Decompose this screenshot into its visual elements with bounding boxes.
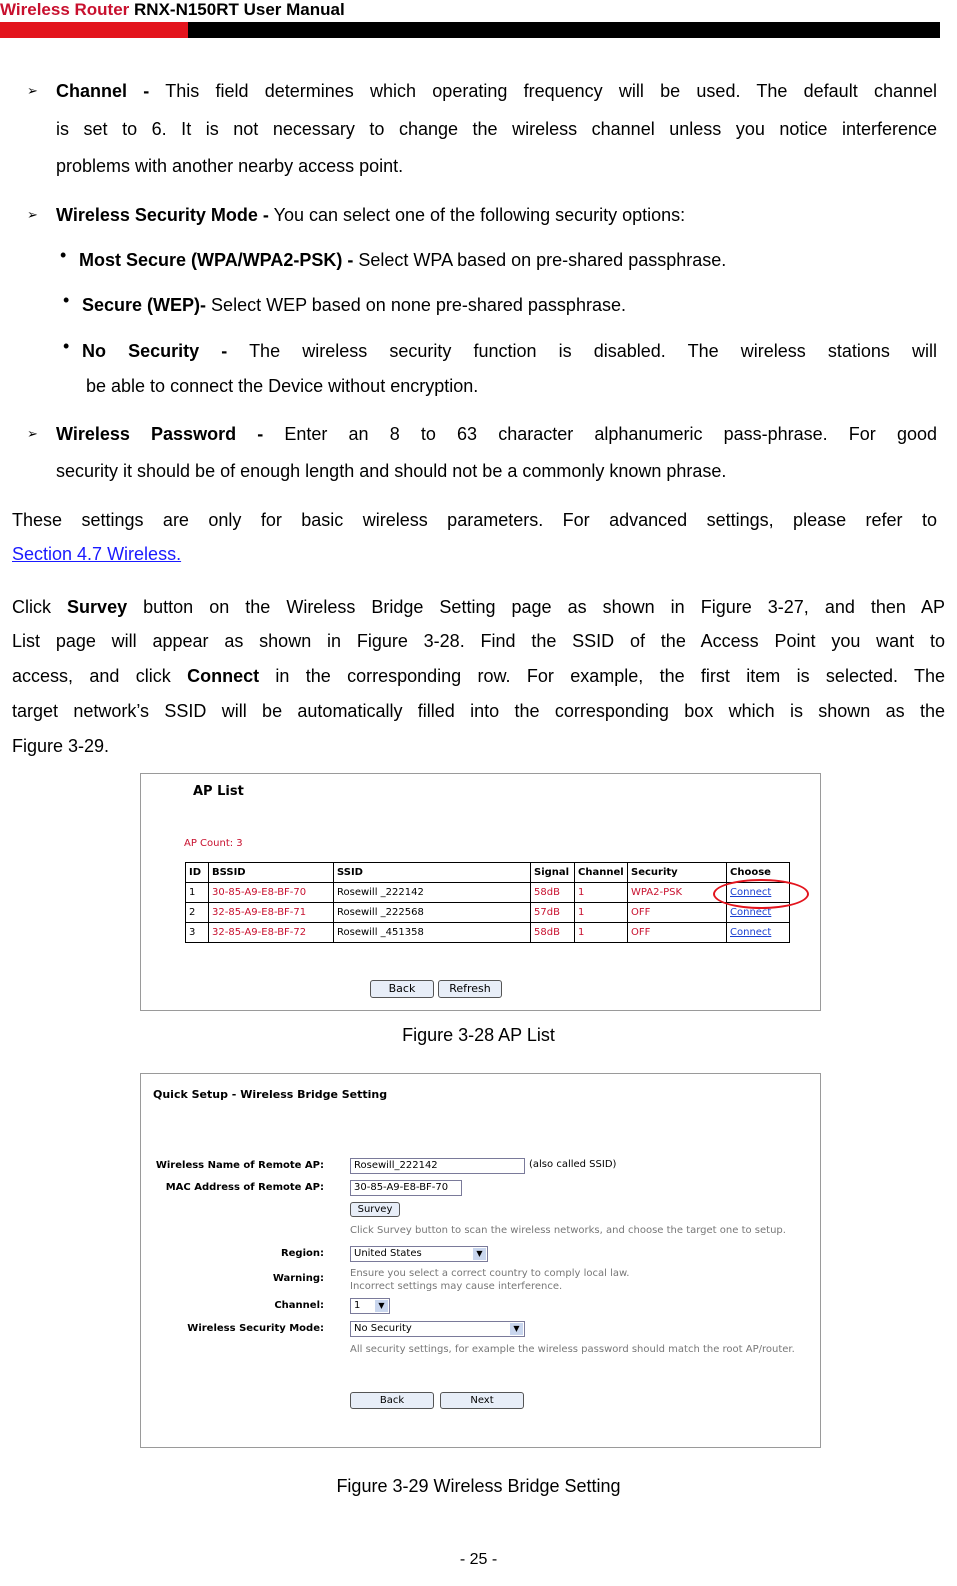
para2-line1: Click Survey button on the Wireless Bridge Setting page as shown in Figure 3-27, and then AP (12, 597, 945, 617)
password-line2: security it should be of enough length and should not be a commonly known phrase. (56, 461, 727, 481)
security-mode-hint: All security settings, for example the wireless password should match the root AP/router. (350, 1344, 795, 1355)
channel-label: Channel: (274, 1300, 324, 1311)
col-channel: Channel (575, 863, 628, 883)
region-value: United States (354, 1248, 422, 1259)
bridge-title: Quick Setup - Wireless Bridge Setting (153, 1088, 388, 1101)
chevron-down-icon: ▼ (510, 1323, 523, 1335)
next-button[interactable]: Next (440, 1392, 524, 1409)
header-title (0, 0, 345, 20)
connect-link[interactable]: Connect (730, 907, 772, 918)
col-security: Security (628, 863, 727, 883)
back-button[interactable]: Back (350, 1392, 434, 1409)
refresh-button[interactable]: Refresh (438, 980, 502, 998)
para1-line1: These settings are only for basic wireless parameters. For advanced settings, please refer to (12, 510, 937, 530)
option-no-security-line2: be able to connect the Device without encryption. (86, 376, 479, 396)
col-ssid: SSID (334, 863, 531, 883)
ap-list-title: AP List (193, 784, 244, 799)
security-mode-value: No Security (354, 1323, 412, 1334)
warning-line1: Ensure you select a correct country to comply local law. (350, 1268, 630, 1279)
option-most-secure: Most Secure (WPA/WPA2-PSK) - Select WPA based on pre-shared passphrase. (79, 250, 727, 270)
dot-bullet-icon: • (63, 336, 70, 356)
figure-3-28-caption: Figure 3-28 AP List (402, 1025, 555, 1045)
table-row: 2 32-85-A9-E8-BF-71 Rosewill _222568 57dB 1 OFF Connect (186, 903, 790, 923)
table-row: 3 32-85-A9-E8-BF-72 Rosewill _451358 58dB 1 OFF Connect (186, 923, 790, 943)
arrow-bullet-icon: ➢ (27, 426, 38, 441)
arrow-bullet-icon: ➢ (27, 83, 38, 98)
channel-line1: Channel - This field determines which operating frequency will be used. The default channel (56, 81, 937, 101)
section-4-7-link[interactable]: Section 4.7 Wireless. (12, 544, 182, 564)
password-line1: Wireless Password - Enter an 8 to 63 character alphanumeric pass-phrase. For good (56, 424, 937, 444)
warning-label: Warning: (272, 1273, 324, 1284)
remote-mac-input[interactable]: 30-85-A9-E8-BF-70 (350, 1180, 462, 1196)
arrow-bullet-icon: ➢ (27, 207, 38, 222)
channel-select[interactable] (350, 1298, 390, 1314)
security-mode-line: Wireless Security Mode - You can select one of the following security options: (56, 205, 686, 225)
table-row: 1 30-85-A9-E8-BF-70 Rosewill _222142 58dB 1 WPA2-PSK Connect (186, 883, 790, 903)
dot-bullet-icon: • (63, 290, 70, 310)
survey-button[interactable]: Survey (350, 1202, 400, 1217)
col-bssid: BSSID (209, 863, 334, 883)
chevron-down-icon: ▼ (375, 1300, 388, 1312)
header-bar-black (188, 22, 940, 38)
bridge-setting-figure (140, 1073, 821, 1448)
region-select[interactable] (350, 1246, 488, 1262)
region-label: Region: (280, 1248, 324, 1259)
ap-table (185, 862, 790, 943)
para2-line5: Figure 3-29. (12, 736, 110, 756)
remote-ssid-label: Wireless Name of Remote AP: (155, 1160, 324, 1171)
ap-list-figure (140, 773, 821, 1011)
ssid-note: (also called SSID) (529, 1159, 617, 1170)
channel-line2: is set to 6. It is not necessary to change the wireless channel unless you notice interference (56, 119, 937, 139)
ap-table-header (186, 863, 790, 883)
dot-bullet-icon: • (60, 245, 67, 265)
page-number: - 25 - (459, 1551, 498, 1568)
col-signal: Signal (531, 863, 575, 883)
security-mode-select[interactable] (350, 1321, 525, 1337)
channel-line3: problems with another nearby access point. (56, 156, 404, 176)
header-manual-title: RNX-N150RT User Manual (134, 0, 345, 19)
connect-link[interactable]: Connect (730, 887, 772, 898)
col-id: ID (186, 863, 209, 883)
ap-count: AP Count: 3 (184, 838, 243, 849)
back-button[interactable]: Back (370, 980, 434, 998)
security-mode-label: Wireless Security Mode: (187, 1323, 324, 1334)
highlight-ellipse (713, 879, 809, 909)
col-choose: Choose (727, 863, 790, 883)
section-link[interactable] (12, 539, 181, 569)
figure-3-29-caption: Figure 3-29 Wireless Bridge Setting (336, 1476, 621, 1496)
remote-ssid-input[interactable]: Rosewill_222142 (350, 1158, 525, 1174)
option-secure: Secure (WEP)- Select WEP based on none pre-shared passphrase. (82, 295, 626, 315)
para2-line2: List page will appear as shown in Figure 3-28. Find the SSID of the Access Point you want to (12, 631, 945, 651)
remote-mac-label: MAC Address of Remote AP: (165, 1182, 324, 1193)
survey-hint: Click Survey button to scan the wireless networks, and choose the target one to setup. (350, 1225, 786, 1236)
warning-line2: Incorrect settings may cause interference. (350, 1281, 563, 1292)
option-no-security-line1: No Security - The wireless security function is disabled. The wireless stations will (82, 341, 937, 361)
chevron-down-icon: ▼ (473, 1248, 486, 1260)
connect-link[interactable]: Connect (730, 927, 772, 938)
para2-line4: target network’s SSID will be automatically filled into the corresponding box which is shown as the (12, 701, 945, 721)
header-bar-red (0, 22, 188, 38)
channel-value: 1 (354, 1300, 361, 1311)
para2-line3: access, and click Connect in the corresponding row. For example, the first item is selected. The (12, 666, 945, 686)
header-brand: Wireless Router (0, 0, 130, 19)
